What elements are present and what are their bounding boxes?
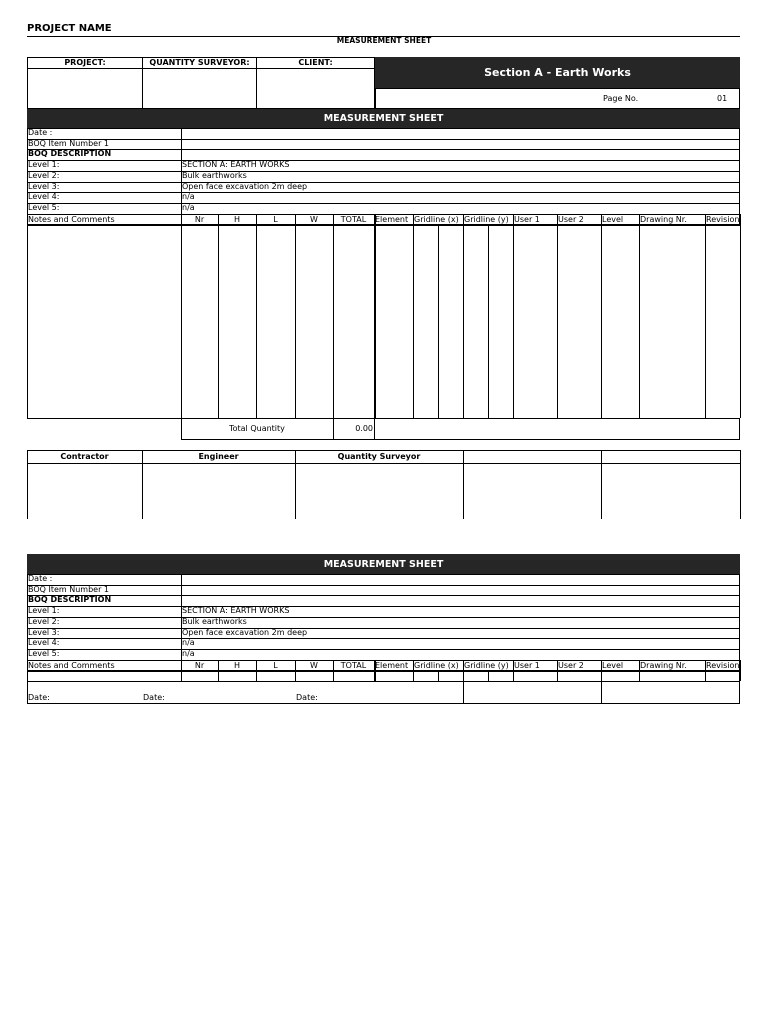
column-line bbox=[740, 660, 741, 681]
signoff-column-line bbox=[740, 450, 741, 519]
info-row-line bbox=[27, 628, 740, 629]
info-row-value[interactable]: SECTION A: EARTH WORKS bbox=[182, 160, 290, 170]
band-title: MEASUREMENT SHEET bbox=[323, 558, 444, 570]
info-row-label: Level 4: bbox=[28, 192, 60, 202]
notes-area[interactable] bbox=[28, 226, 180, 417]
column-header: User 2 bbox=[558, 660, 584, 670]
column-header: Revision bbox=[706, 214, 739, 224]
date-label: Date: bbox=[143, 693, 165, 702]
column-header: Level bbox=[602, 660, 624, 670]
date-row-line bbox=[463, 670, 464, 703]
info-row-label: Level 1: bbox=[28, 160, 60, 170]
page-number-box bbox=[375, 88, 740, 109]
info-row-label: Level 4: bbox=[28, 638, 60, 648]
band-title: MEASUREMENT SHEET bbox=[323, 113, 444, 124]
info-row-line bbox=[27, 617, 740, 618]
column-header: TOTAL bbox=[340, 660, 367, 670]
info-row-line bbox=[27, 160, 740, 161]
notes-label: Notes and Comments bbox=[28, 660, 115, 670]
column-header: Element bbox=[375, 214, 409, 224]
info-block bbox=[27, 574, 740, 671]
info-row-line bbox=[27, 139, 740, 140]
info-row-value[interactable]: n/a bbox=[182, 638, 195, 648]
date-row-box bbox=[27, 670, 740, 704]
column-line bbox=[463, 214, 464, 418]
column-header: User 1 bbox=[514, 214, 540, 224]
column-header: H bbox=[233, 214, 240, 224]
column-header: Level bbox=[602, 214, 624, 224]
column-header: Gridline (x) bbox=[414, 660, 459, 670]
column-header: Gridline (x) bbox=[414, 214, 459, 224]
column-header: User 2 bbox=[558, 214, 584, 224]
column-header: Element bbox=[375, 660, 409, 670]
info-row-label: Level 1: bbox=[28, 606, 60, 616]
signoff-signature-area[interactable] bbox=[602, 464, 739, 518]
info-row-line bbox=[27, 192, 740, 193]
info-row-label: Date : bbox=[28, 574, 53, 583]
column-header: W bbox=[310, 214, 318, 224]
info-row-label: Level 5: bbox=[28, 202, 60, 212]
info-row-label: BOQ Item Number 1 bbox=[28, 138, 110, 148]
column-line bbox=[557, 214, 558, 418]
section-title-banner bbox=[375, 57, 740, 88]
info-row-line bbox=[27, 203, 740, 204]
column-header: User 1 bbox=[514, 660, 540, 670]
column-line bbox=[705, 214, 706, 418]
info-row-line bbox=[27, 595, 740, 596]
date-label: Date: bbox=[296, 693, 318, 702]
signoff-signature-area[interactable] bbox=[464, 464, 600, 518]
date-label: Date: bbox=[28, 693, 50, 702]
header-box-divider bbox=[27, 68, 375, 69]
info-row-value[interactable]: Bulk earthworks bbox=[182, 170, 247, 180]
column-header: Drawing Nr. bbox=[640, 660, 687, 670]
info-row-line bbox=[27, 649, 740, 650]
column-header: L bbox=[273, 660, 278, 670]
column-header: Gridline (y) bbox=[464, 214, 509, 224]
section-title: Section A - Earth Works bbox=[484, 66, 631, 79]
info-row-line bbox=[27, 182, 740, 183]
page-no-value: 01 bbox=[717, 94, 728, 103]
column-header: Nr bbox=[194, 214, 205, 224]
info-block bbox=[27, 128, 740, 225]
info-row-label: Level 2: bbox=[28, 170, 60, 180]
info-row-label: Level 5: bbox=[28, 648, 60, 658]
column-header: TOTAL bbox=[340, 214, 367, 224]
column-line bbox=[218, 214, 219, 418]
column-header: H bbox=[233, 660, 240, 670]
info-row-label: Level 3: bbox=[28, 181, 60, 191]
column-header: Gridline (y) bbox=[464, 660, 509, 670]
signoff-signature-area[interactable] bbox=[143, 464, 294, 518]
column-line bbox=[601, 214, 602, 418]
info-row-label: Level 3: bbox=[28, 627, 60, 637]
signoff-header: Contractor bbox=[60, 452, 109, 461]
column-header: Nr bbox=[194, 660, 205, 670]
quantity-surveyor-label: QUANTITY SURVEYOR: bbox=[149, 58, 250, 67]
column-line bbox=[333, 214, 334, 418]
column-line bbox=[740, 214, 741, 418]
page-subtitle: MEASUREMENT SHEET bbox=[336, 36, 432, 45]
date-row-line bbox=[601, 670, 602, 703]
info-row-label: Level 2: bbox=[28, 616, 60, 626]
signoff-signature-area[interactable] bbox=[28, 464, 141, 518]
gridline-split-line bbox=[438, 225, 439, 418]
info-row-value[interactable]: Bulk earthworks bbox=[182, 616, 247, 626]
project-name: PROJECT NAME bbox=[27, 23, 112, 34]
column-line bbox=[295, 214, 296, 418]
project-label: PROJECT: bbox=[64, 58, 106, 67]
info-row-line bbox=[27, 171, 740, 172]
info-row-value[interactable]: Open face excavation 2m deep bbox=[182, 627, 308, 637]
info-row-line bbox=[27, 149, 740, 150]
info-row-value[interactable]: n/a bbox=[182, 648, 195, 658]
column-line bbox=[639, 214, 640, 418]
gridline-split-line bbox=[488, 225, 489, 418]
info-row-value[interactable]: Open face excavation 2m deep bbox=[182, 181, 308, 191]
measurement-sheet-band bbox=[27, 554, 740, 574]
column-line bbox=[413, 214, 414, 418]
signoff-signature-area[interactable] bbox=[296, 464, 462, 518]
column-header: Drawing Nr. bbox=[640, 214, 687, 224]
signoff-header: Quantity Surveyor bbox=[337, 452, 421, 461]
info-row-label: BOQ Item Number 1 bbox=[28, 584, 110, 594]
column-line bbox=[181, 214, 182, 418]
signoff-header: Engineer bbox=[198, 452, 239, 461]
notes-label: Notes and Comments bbox=[28, 214, 115, 224]
info-row-value[interactable]: n/a bbox=[182, 192, 195, 202]
column-line bbox=[513, 214, 514, 418]
info-row-value[interactable]: SECTION A: EARTH WORKS bbox=[182, 606, 290, 616]
column-line bbox=[374, 214, 376, 418]
info-row-line bbox=[27, 585, 740, 586]
total-quantity-value: 0.00 bbox=[355, 424, 373, 433]
column-header: L bbox=[273, 214, 278, 224]
page-no-label: Page No. bbox=[603, 94, 639, 103]
column-line bbox=[256, 214, 257, 418]
column-header: Revision bbox=[706, 660, 739, 670]
info-row-value[interactable]: n/a bbox=[182, 202, 195, 212]
column-header: W bbox=[310, 660, 318, 670]
measurement-sheet-band bbox=[27, 109, 740, 128]
client-label: CLIENT: bbox=[298, 58, 333, 67]
info-row-line bbox=[27, 606, 740, 607]
total-quantity-label: Total Quantity bbox=[229, 424, 285, 433]
info-row-label: BOQ DESCRIPTION bbox=[28, 595, 112, 605]
info-row-label: Date : bbox=[28, 128, 53, 137]
info-row-line bbox=[27, 638, 740, 639]
total-split-line bbox=[374, 418, 375, 439]
info-row-label: BOQ DESCRIPTION bbox=[28, 149, 112, 159]
